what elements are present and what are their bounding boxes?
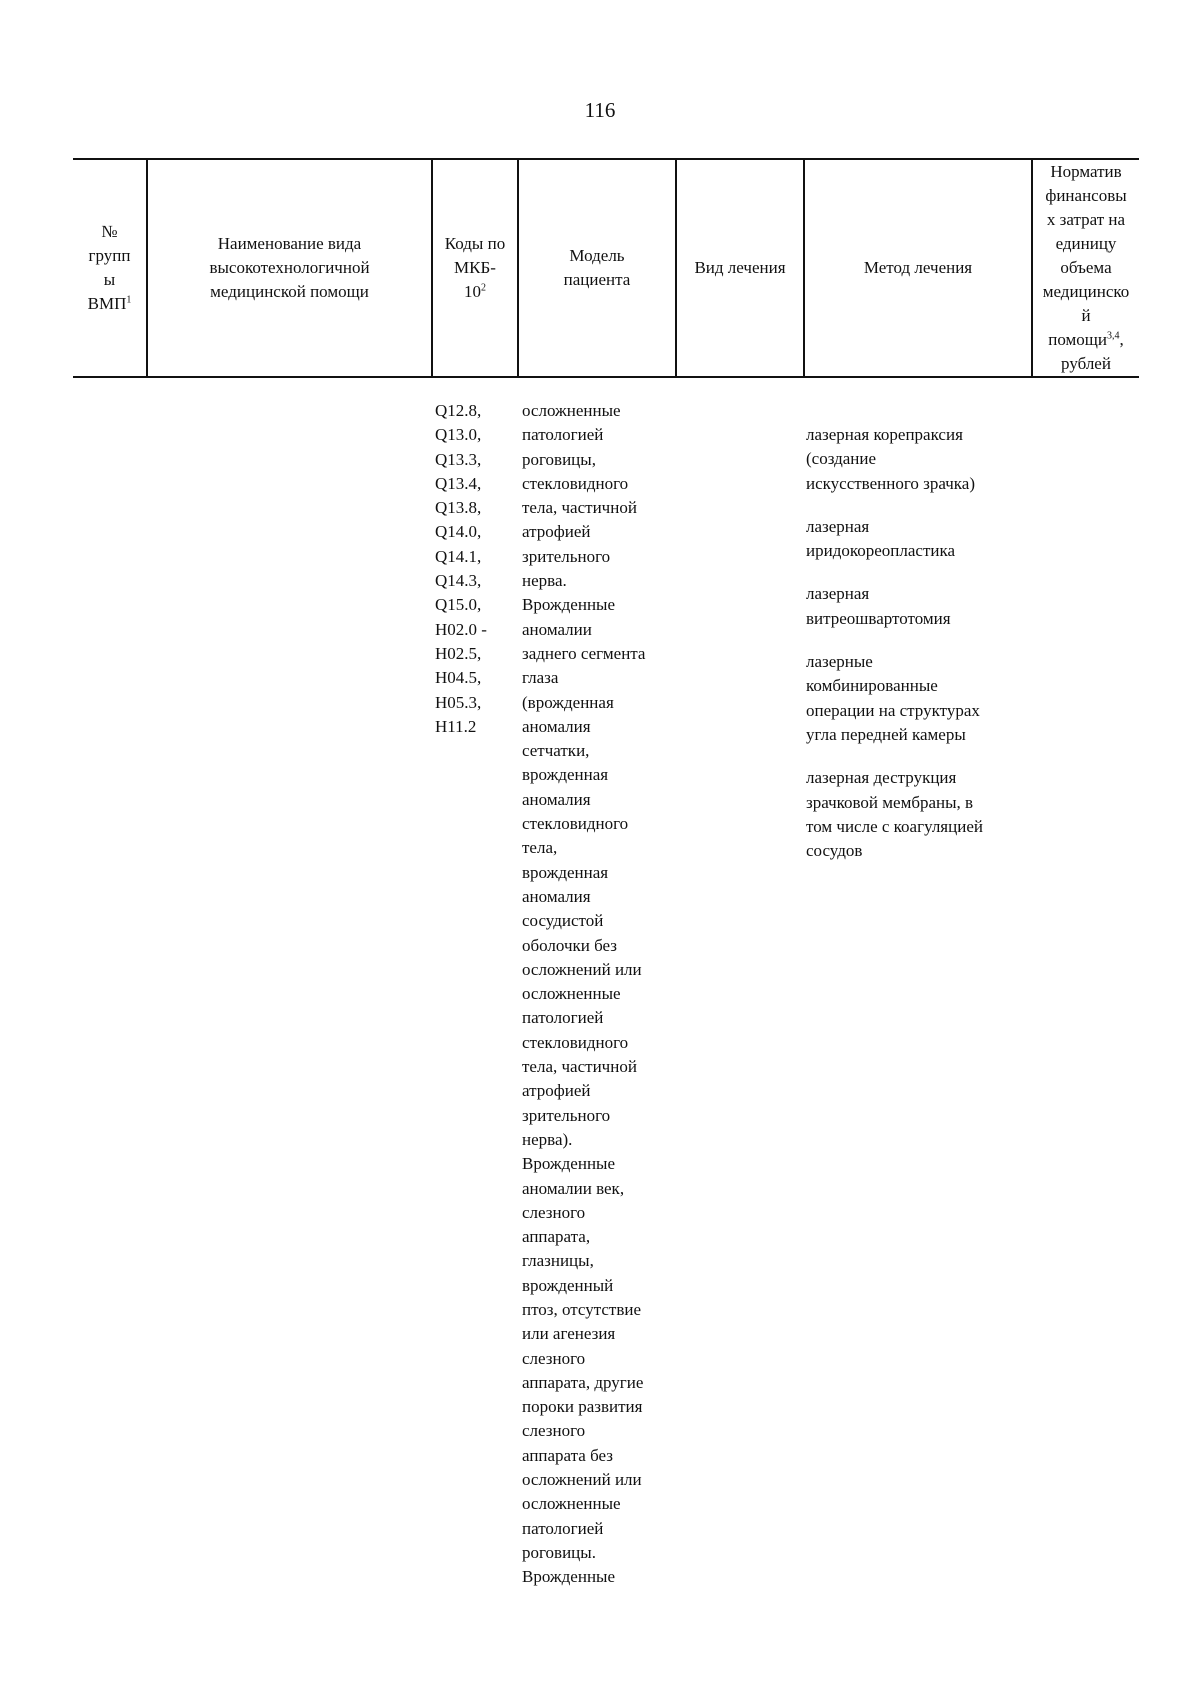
patient-model-line: нерва. <box>522 571 567 591</box>
header-line: Модель <box>569 246 625 265</box>
header-line: групп <box>88 246 131 265</box>
icd-code-line: Q13.8, <box>435 498 482 518</box>
header-group-number <box>73 160 146 376</box>
icd-code-line: H04.5, <box>435 668 482 688</box>
icd-code-line: Q14.1, <box>435 546 482 566</box>
icd-code-line: Q15.0, <box>435 595 482 615</box>
header-line: Наименование вида <box>217 234 362 253</box>
patient-model-line: осложнений или <box>522 1470 642 1490</box>
patient-model-line: слезного <box>522 1202 586 1222</box>
icd-code-line: Q13.3, <box>435 449 482 469</box>
treatment-method-line: лазерная <box>806 584 870 604</box>
patient-model-line: сетчатки, <box>522 741 590 761</box>
treatment-method-line: операции на структурах <box>806 700 980 720</box>
patient-model-line: нерва). <box>522 1129 573 1149</box>
header-text: , <box>1119 330 1124 349</box>
header-line: медицинско <box>1042 282 1130 301</box>
header-line: Вид лечения <box>694 258 786 277</box>
icd-code-line: Q14.0, <box>435 522 482 542</box>
patient-model-line: осложненные <box>522 401 621 420</box>
footnote-mark: 2 <box>480 282 486 294</box>
treatment-method-line: угла передней камеры <box>806 724 966 744</box>
treatment-method-line: искусственного зрачка) <box>806 473 975 493</box>
header-line: объема <box>1060 258 1112 277</box>
patient-model-line: оболочки без <box>522 935 618 955</box>
header-text: помощи <box>1048 330 1107 349</box>
patient-model-line: заднего сегмента <box>522 643 646 663</box>
patient-model-line: слезного <box>522 1421 586 1441</box>
patient-model-cell <box>522 399 682 1590</box>
patient-model-line: патологией <box>522 1518 604 1538</box>
patient-model-line: аномалии <box>522 619 592 639</box>
treatment-method-item <box>806 650 1041 747</box>
patient-model-line: аномалия <box>522 716 591 736</box>
patient-model-line: зрительного <box>522 546 611 566</box>
patient-model-line: Врожденные <box>522 1567 616 1587</box>
treatment-method-line: том числе с коагуляцией <box>806 816 983 836</box>
header-line: высокотехнологичной <box>209 258 370 277</box>
icd-code-line: H05.3, <box>435 692 482 712</box>
icd-codes-cell <box>435 399 525 739</box>
patient-model-line: аппарата, <box>522 1227 591 1247</box>
header-care-type-name <box>146 160 431 376</box>
icd-code-line: Q13.0, <box>435 425 482 445</box>
patient-model-line: атрофией <box>522 522 591 542</box>
patient-model-line: врожденная <box>522 862 609 882</box>
treatment-method-item <box>806 515 1041 564</box>
treatment-method-line: лазерная корепраксия <box>806 425 963 444</box>
patient-model-line: зрительного <box>522 1105 611 1125</box>
patient-model-line: аппарата без <box>522 1445 613 1465</box>
patient-model-line: птоз, отсутствие <box>522 1299 642 1319</box>
header-line: № <box>101 222 118 241</box>
patient-model-line: тела, частичной <box>522 498 637 518</box>
icd-code-line: H11.2 <box>435 716 477 736</box>
header-icd-codes <box>431 160 517 376</box>
header-cost-standard <box>1031 160 1139 376</box>
header-text: ВМП <box>87 294 127 313</box>
treatment-method-line: комбинированные <box>806 676 938 696</box>
header-line: рублей <box>1061 354 1111 373</box>
treatment-method-line: лазерная <box>806 516 870 536</box>
patient-model-line: Врожденные <box>522 1154 616 1174</box>
header-line: й <box>1081 306 1091 325</box>
treatment-method-line: лазерные <box>806 652 873 672</box>
header-line: медицинской помощи <box>210 282 369 301</box>
patient-model-line: глаза <box>522 668 559 688</box>
header-line <box>445 280 505 304</box>
icd-code-line: Q13.4, <box>435 473 482 493</box>
treatment-method-line: лазерная деструкция <box>806 768 957 788</box>
header-treatment-method <box>803 160 1031 376</box>
treatment-method-line: витреошвартотомия <box>806 608 951 628</box>
patient-model-line: стекловидного <box>522 473 629 493</box>
patient-model-line: Врожденные <box>522 595 616 615</box>
header-text: 10 <box>463 282 481 301</box>
patient-model-line: пороки развития <box>522 1397 643 1417</box>
patient-model-line: тела, <box>522 838 558 858</box>
header-treatment-type <box>675 160 803 376</box>
footnote-mark: 3,4 <box>1106 330 1120 342</box>
patient-model-line: сосудистой <box>522 911 604 931</box>
patient-model-line: аномалия <box>522 886 591 906</box>
patient-model-line: тела, частичной <box>522 1057 637 1077</box>
page-number: 116 <box>584 98 616 122</box>
patient-model-line: слезного <box>522 1348 586 1368</box>
header-line: Норматив <box>1050 162 1122 181</box>
treatment-method-item <box>806 423 1041 496</box>
footnote-mark: 1 <box>126 294 132 306</box>
header-line: х затрат на <box>1046 210 1126 229</box>
treatment-method-line: (создание <box>806 449 877 469</box>
patient-model-line: осложненные <box>522 984 621 1004</box>
patient-model-line: патологией <box>522 425 604 445</box>
treatment-method-item <box>806 766 1041 863</box>
patient-model-line: глазницы, <box>522 1251 594 1271</box>
patient-model-line: атрофией <box>522 1081 591 1101</box>
header-line: пациента <box>563 270 631 289</box>
patient-model-line: аномалии век, <box>522 1178 625 1198</box>
treatment-method-line: иридокореопластика <box>806 541 956 561</box>
patient-model-line: стекловидного <box>522 1032 629 1052</box>
table-header <box>73 158 1139 378</box>
treatment-method-item <box>806 582 1041 631</box>
patient-model-line: врожденная <box>522 765 609 785</box>
patient-model-line: роговицы. <box>522 1542 596 1562</box>
patient-model-line: осложнений или <box>522 959 642 979</box>
treatment-methods-cell <box>806 423 1041 882</box>
patient-model-line: патологией <box>522 1008 604 1028</box>
icd-code-line: Q12.8, <box>435 401 482 420</box>
patient-model-line: или агенезия <box>522 1324 616 1344</box>
header-line: ы <box>103 270 116 289</box>
header-line <box>88 292 132 316</box>
patient-model-line: аномалия <box>522 789 591 809</box>
header-line: МКБ- <box>454 258 496 277</box>
icd-code-line: Q14.3, <box>435 571 482 591</box>
header-line: единицу <box>1055 234 1117 253</box>
icd-code-line: H02.5, <box>435 643 482 663</box>
patient-model-line: аппарата, другие <box>522 1372 644 1392</box>
header-line: финансовы <box>1045 186 1127 205</box>
patient-model-line: осложненные <box>522 1494 621 1514</box>
treatment-method-line: зрачковой мембраны, в <box>806 792 974 812</box>
patient-model-line: врожденный <box>522 1275 614 1295</box>
icd-code-line: H02.0 - <box>435 619 487 639</box>
header-line: Метод лечения <box>863 258 973 277</box>
header-line: Коды по <box>444 234 506 253</box>
treatment-method-line: сосудов <box>806 841 863 861</box>
header-line <box>1043 328 1130 352</box>
patient-model-line: стекловидного <box>522 814 629 834</box>
patient-model-line: роговицы, <box>522 449 596 469</box>
patient-model-line: (врожденная <box>522 692 614 712</box>
header-patient-model <box>517 160 675 376</box>
